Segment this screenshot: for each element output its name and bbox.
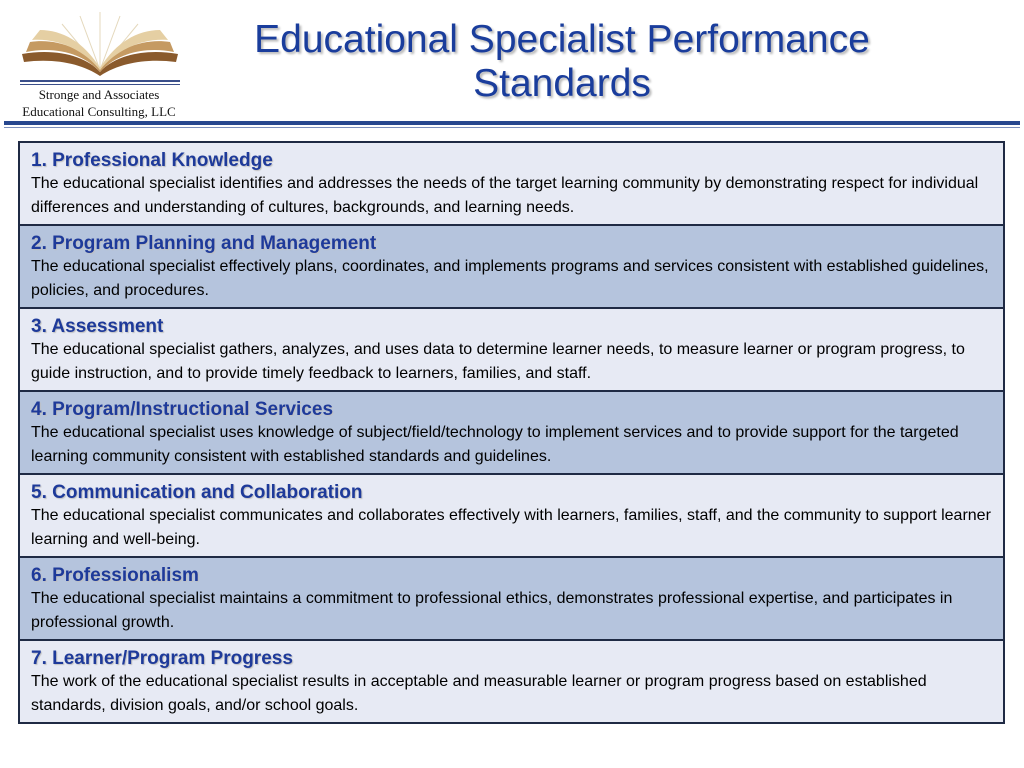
header-divider [4, 121, 1020, 125]
standard-title: 2. Program Planning and Management [31, 233, 377, 254]
standard-title: 5. Communication and Collaboration [31, 482, 363, 503]
standard-row [20, 556, 1003, 639]
standard-row [20, 639, 1003, 722]
standard-title: 1. Professional Knowledge [31, 150, 273, 171]
standard-row [20, 390, 1003, 473]
page-title-line1: Educational Specialist Performance [254, 18, 870, 61]
standard-title: 6. Professionalism [31, 565, 199, 586]
standard-row [20, 307, 1003, 390]
page-title-line2: Standards [473, 62, 651, 105]
standard-description: The educational specialist uses knowledge of subject/field/technology to implement services and to provide support for the targeted learning community consistent with established standards and guidelines. [31, 424, 959, 465]
standard-description: The educational specialist maintains a commitment to professional ethics, demonstrates professional expertise, and participates in professional growth. [31, 590, 953, 631]
logo-company-name: Stronge and Associates [38, 87, 160, 102]
company-logo [6, 8, 192, 122]
standard-description: The educational specialist effectively plans, coordinates, and implements programs and services consistent with established guidelines, policies, and procedures. [31, 258, 989, 299]
standard-description: The educational specialist gathers, analyzes, and uses data to determine learner needs, to measure learner or program progress, to guide instruction, and to provide timely feedback to learners, families, and staff. [31, 341, 965, 382]
standard-row [20, 473, 1003, 556]
standard-title: 7. Learner/Program Progress [31, 648, 293, 669]
standard-row [20, 143, 1003, 224]
page-title [190, 18, 934, 106]
logo-company-subtitle: Educational Consulting, LLC [22, 104, 176, 119]
open-book-icon [16, 8, 184, 88]
standard-row [20, 224, 1003, 307]
standard-description: The educational specialist communicates and collaborates effectively with learners, families, staff, and the community to support learner learning and well-being. [31, 507, 991, 548]
standards-table [18, 141, 1005, 724]
standard-description: The educational specialist identifies and addresses the needs of the target learning community by demonstrating respect for individual differences and understanding of cultures, backgrounds, and learning needs. [31, 175, 979, 216]
standard-title: 3. Assessment [31, 316, 164, 337]
standard-description: The work of the educational specialist results in acceptable and measurable learner or program progress based on established standards, division goals, and/or school goals. [31, 673, 927, 714]
header-divider-thin [4, 127, 1020, 128]
standard-title: 4. Program/Instructional Services [31, 399, 334, 420]
